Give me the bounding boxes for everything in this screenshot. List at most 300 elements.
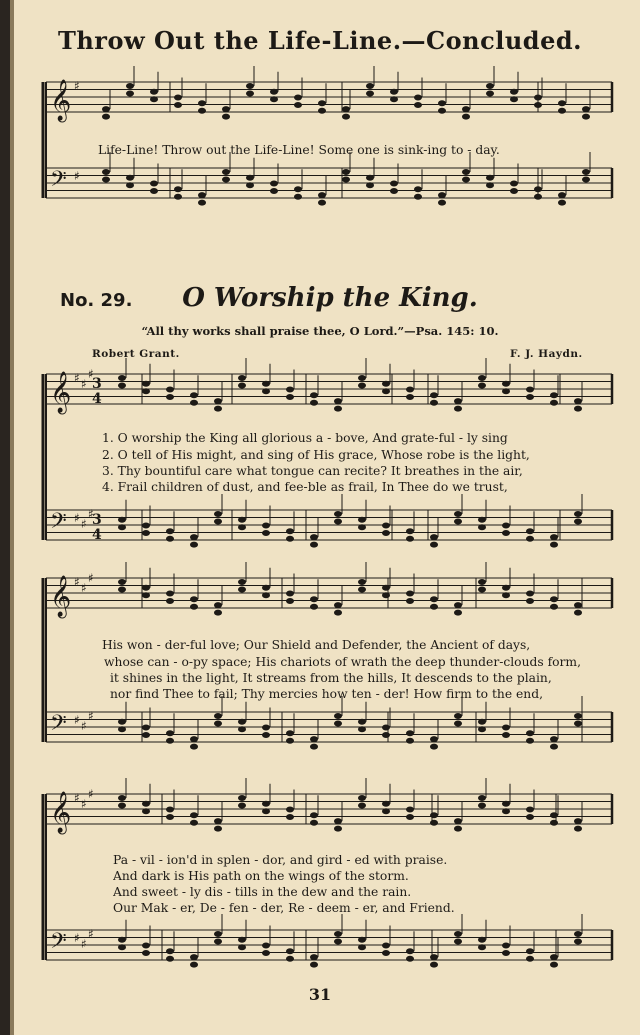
note-head [286, 598, 294, 604]
note-head [310, 596, 318, 602]
note-head [502, 585, 510, 591]
note-head [438, 200, 446, 206]
note-head [406, 591, 414, 597]
note-head [406, 536, 414, 542]
note-head [526, 814, 534, 820]
note-head [214, 398, 222, 404]
note-head [334, 931, 342, 937]
note-head [310, 736, 318, 742]
note-head [358, 383, 366, 389]
note-head [502, 388, 510, 394]
note-head [222, 106, 230, 112]
note-head [262, 592, 270, 598]
note-head [526, 730, 534, 736]
note-head [486, 91, 494, 97]
note-head [262, 585, 270, 591]
sharp-sign: ♯ [88, 571, 94, 585]
note-head [406, 387, 414, 393]
note-head [574, 818, 582, 824]
note-head [558, 200, 566, 206]
note-head [222, 169, 230, 175]
note-head [142, 808, 150, 814]
note-head [462, 114, 470, 120]
note-head [238, 803, 246, 809]
note-head [150, 181, 158, 187]
note-head [294, 194, 302, 200]
sharp-sign: ♯ [88, 367, 94, 381]
note-head [214, 818, 222, 824]
note-head [510, 181, 518, 187]
note-head [358, 579, 366, 585]
note-head [198, 200, 206, 206]
note-head [118, 944, 126, 950]
note-head [334, 511, 342, 517]
note-head [430, 744, 438, 750]
note-head [526, 738, 534, 744]
note-head [382, 388, 390, 394]
note-head [318, 192, 326, 198]
note-head [390, 181, 398, 187]
treble-clef: 𝄞 [50, 372, 72, 413]
note-head [574, 721, 582, 727]
note-head [550, 392, 558, 398]
note-head [574, 602, 582, 608]
note-head [478, 803, 486, 809]
treble-clef: 𝄞 [50, 576, 72, 617]
note-head [190, 400, 198, 406]
note-head [174, 102, 182, 108]
hymn-number: No. 29. [60, 290, 133, 311]
note-head [558, 100, 566, 106]
note-head [502, 523, 510, 529]
note-head [406, 730, 414, 736]
note-head [382, 585, 390, 591]
note-head [478, 375, 486, 381]
note-head [550, 400, 558, 406]
note-head [334, 519, 342, 525]
note-head [414, 95, 422, 101]
time-signature-bottom: 4 [92, 391, 102, 407]
note-head [166, 814, 174, 820]
note-head [438, 100, 446, 106]
note-head [118, 587, 126, 593]
note-head [238, 524, 246, 530]
note-head [334, 398, 342, 404]
note-head [382, 950, 390, 956]
verse-line-1b: His won - der-ful love; Our Shield and Defender, the Ancient of days, [102, 638, 531, 652]
note-head [406, 598, 414, 604]
note-head [310, 542, 318, 548]
note-head [526, 807, 534, 813]
page-number: 31 [308, 985, 332, 1004]
note-head [150, 188, 158, 194]
note-head [414, 102, 422, 108]
note-head [262, 530, 270, 536]
sharp-sign: ♯ [81, 937, 87, 951]
note-head [118, 719, 126, 725]
note-head [246, 83, 254, 89]
note-head [238, 937, 246, 943]
note-head [118, 795, 126, 801]
note-head [286, 807, 294, 813]
note-head [582, 106, 590, 112]
note-head [286, 948, 294, 954]
note-head [358, 719, 366, 725]
note-head [318, 108, 326, 114]
note-head [190, 962, 198, 968]
note-head [406, 814, 414, 820]
epigraph: “All thy works shall praise thee, O Lord.”—Psa. 145: 10. [141, 324, 499, 338]
verse-line-4c: Our Mak - er, De - fen - der, Re - deem - er, and Friend. [113, 901, 455, 915]
note-head [142, 943, 150, 949]
note-head [430, 962, 438, 968]
note-head [166, 528, 174, 534]
note-head [198, 100, 206, 106]
note-head [406, 738, 414, 744]
note-head [510, 188, 518, 194]
note-head [558, 192, 566, 198]
note-head [430, 596, 438, 602]
note-head [454, 818, 462, 824]
note-head [574, 939, 582, 945]
note-head [262, 381, 270, 387]
note-head [510, 89, 518, 95]
bass-clef: 𝄢 [50, 509, 67, 539]
composer-credit: F. J. Haydn. [510, 348, 583, 360]
note-head [454, 713, 462, 719]
note-head [118, 517, 126, 523]
note-head [102, 106, 110, 112]
note-head [166, 738, 174, 744]
note-head [502, 592, 510, 598]
note-head [358, 375, 366, 381]
note-head [454, 398, 462, 404]
note-head [478, 944, 486, 950]
note-head [190, 604, 198, 610]
verse-line-4a: 4. Frail children of dust, and fee-ble as frail, In Thee do we trust, [102, 480, 508, 494]
note-head [166, 730, 174, 736]
note-head [366, 182, 374, 188]
note-head [342, 106, 350, 112]
note-head [414, 186, 422, 192]
note-head [358, 517, 366, 523]
note-head [174, 95, 182, 101]
note-head [574, 610, 582, 616]
note-head [142, 732, 150, 738]
note-head [142, 523, 150, 529]
note-head [478, 937, 486, 943]
note-head [430, 820, 438, 826]
note-head [478, 587, 486, 593]
note-head [526, 387, 534, 393]
sharp-sign: ♯ [74, 79, 80, 93]
note-head [550, 962, 558, 968]
time-signature-top: 3 [92, 512, 102, 528]
note-head [190, 744, 198, 750]
note-head [286, 536, 294, 542]
note-head [526, 591, 534, 597]
note-head [262, 523, 270, 529]
note-head [198, 192, 206, 198]
note-head [166, 598, 174, 604]
note-head [382, 808, 390, 814]
note-head [534, 95, 542, 101]
note-head [534, 186, 542, 192]
note-head [382, 801, 390, 807]
note-head [526, 598, 534, 604]
note-head [270, 89, 278, 95]
note-head [118, 726, 126, 732]
note-head [462, 106, 470, 112]
sharp-sign: ♯ [88, 787, 94, 801]
note-head [406, 948, 414, 954]
note-head [238, 517, 246, 523]
note-head [502, 943, 510, 949]
author-credit: Robert Grant. [92, 348, 180, 360]
note-head [238, 944, 246, 950]
note-head [286, 591, 294, 597]
note-head [262, 388, 270, 394]
note-head [502, 808, 510, 814]
sharp-sign: ♯ [81, 517, 87, 531]
note-head [118, 579, 126, 585]
note-head [430, 542, 438, 548]
note-head [382, 592, 390, 598]
note-head [358, 524, 366, 530]
sharp-sign: ♯ [74, 371, 80, 385]
note-head [262, 801, 270, 807]
note-head [334, 721, 342, 727]
note-head [574, 931, 582, 937]
note-head [534, 194, 542, 200]
note-head [118, 803, 126, 809]
verse-line-2b: whose can - o-py space; His chariots of wrath the deep thunder-clouds form, [104, 655, 582, 669]
note-head [502, 950, 510, 956]
sharp-sign: ♯ [88, 709, 94, 723]
note-head [150, 96, 158, 102]
note-head [318, 200, 326, 206]
note-head [310, 812, 318, 818]
note-head [294, 95, 302, 101]
note-head [174, 186, 182, 192]
note-head [478, 726, 486, 732]
note-head [438, 108, 446, 114]
note-head [502, 801, 510, 807]
note-head [366, 83, 374, 89]
note-head [430, 392, 438, 398]
note-head [526, 536, 534, 542]
note-head [142, 388, 150, 394]
note-head [238, 719, 246, 725]
note-head [574, 519, 582, 525]
note-head [582, 169, 590, 175]
note-head [390, 96, 398, 102]
note-head [214, 511, 222, 517]
sharp-sign: ♯ [74, 511, 80, 525]
note-head [102, 114, 110, 120]
bass-clef: 𝄢 [50, 167, 67, 197]
note-head [270, 96, 278, 102]
note-head [334, 818, 342, 824]
note-head [454, 931, 462, 937]
note-head [582, 114, 590, 120]
note-head [454, 826, 462, 832]
note-head [166, 948, 174, 954]
note-head [510, 96, 518, 102]
sharp-sign: ♯ [74, 169, 80, 183]
note-head [310, 400, 318, 406]
note-head [190, 596, 198, 602]
note-head [454, 406, 462, 412]
note-head [246, 91, 254, 97]
note-head [310, 392, 318, 398]
note-head [454, 519, 462, 525]
note-head [150, 89, 158, 95]
note-head [430, 534, 438, 540]
note-head [310, 962, 318, 968]
verse-line-3a: 3. Thy bountiful care what tongue can recite? It breathes in the air, [102, 464, 523, 478]
note-head [190, 542, 198, 548]
note-head [526, 948, 534, 954]
note-head [166, 387, 174, 393]
note-head [526, 956, 534, 962]
note-head [574, 713, 582, 719]
note-head [126, 175, 134, 181]
note-head [390, 188, 398, 194]
note-head [574, 406, 582, 412]
note-head [486, 182, 494, 188]
note-head [430, 954, 438, 960]
note-head [526, 394, 534, 400]
note-head [358, 587, 366, 593]
verse-line-3b: it shines in the light, It streams from the hills, It descends to the plain, [110, 671, 552, 685]
note-head [166, 591, 174, 597]
note-head [366, 91, 374, 97]
note-head [286, 394, 294, 400]
note-head [550, 812, 558, 818]
sharp-sign: ♯ [74, 575, 80, 589]
time-signature-top: 3 [92, 376, 102, 392]
note-head [102, 177, 110, 183]
note-head [406, 394, 414, 400]
note-head [478, 383, 486, 389]
note-head [382, 523, 390, 529]
treble-clef: 𝄞 [50, 792, 72, 833]
note-head [222, 114, 230, 120]
note-head [166, 536, 174, 542]
note-head [502, 381, 510, 387]
note-head [190, 812, 198, 818]
note-head [334, 602, 342, 608]
note-head [550, 542, 558, 548]
note-head [334, 406, 342, 412]
note-head [142, 801, 150, 807]
sharp-sign: ♯ [88, 927, 94, 941]
note-head [214, 939, 222, 945]
continuation-title: Throw Out the Life-Line.—Concluded. [58, 26, 582, 55]
note-head [262, 725, 270, 731]
note-head [214, 519, 222, 525]
note-head [318, 100, 326, 106]
sharp-sign: ♯ [88, 507, 94, 521]
note-head [574, 511, 582, 517]
note-head [582, 177, 590, 183]
note-head [462, 177, 470, 183]
verse-line-2c: And dark is His path on the wings of the storm. [113, 869, 409, 883]
note-head [294, 186, 302, 192]
note-head [550, 596, 558, 602]
note-head [214, 602, 222, 608]
note-head [142, 950, 150, 956]
note-head [438, 192, 446, 198]
note-head [286, 956, 294, 962]
note-head [358, 726, 366, 732]
note-head [166, 807, 174, 813]
note-head [190, 392, 198, 398]
note-head [550, 736, 558, 742]
note-head [246, 175, 254, 181]
note-head [262, 943, 270, 949]
note-head [270, 188, 278, 194]
note-head [286, 387, 294, 393]
note-head [190, 820, 198, 826]
note-head [142, 585, 150, 591]
note-head [286, 738, 294, 744]
note-head [334, 610, 342, 616]
note-head [502, 732, 510, 738]
note-head [502, 530, 510, 536]
continuation-lyric: Life-Line! Throw out the Life-Line! Some one is sink-ing to - day. [98, 143, 500, 157]
note-head [358, 803, 366, 809]
note-head [126, 182, 134, 188]
note-head [382, 530, 390, 536]
bass-clef: 𝄢 [50, 929, 67, 959]
bass-clef: 𝄢 [50, 711, 67, 741]
sharp-sign: ♯ [74, 931, 80, 945]
note-head [238, 587, 246, 593]
note-head [118, 937, 126, 943]
note-head [406, 528, 414, 534]
note-head [126, 91, 134, 97]
note-head [430, 812, 438, 818]
hymn-title: O Worship the King. [182, 283, 478, 313]
note-head [478, 719, 486, 725]
note-head [142, 725, 150, 731]
note-head [190, 954, 198, 960]
note-head [454, 610, 462, 616]
verse-line-3c: And sweet - ly dis - tills in the dew and the rain. [113, 885, 412, 899]
note-head [342, 114, 350, 120]
note-head [102, 169, 110, 175]
note-head [382, 381, 390, 387]
note-head [126, 83, 134, 89]
note-head [222, 177, 230, 183]
note-head [334, 939, 342, 945]
note-head [310, 534, 318, 540]
note-head [190, 736, 198, 742]
sharp-sign: ♯ [81, 581, 87, 595]
note-head [478, 517, 486, 523]
note-head [454, 939, 462, 945]
verse-line-2a: 2. O tell of His might, and sing of His grace, Whose robe is the light, [102, 448, 530, 462]
note-head [334, 713, 342, 719]
note-head [286, 814, 294, 820]
note-head [414, 194, 422, 200]
note-head [382, 725, 390, 731]
note-head [342, 169, 350, 175]
note-head [406, 807, 414, 813]
note-head [358, 937, 366, 943]
